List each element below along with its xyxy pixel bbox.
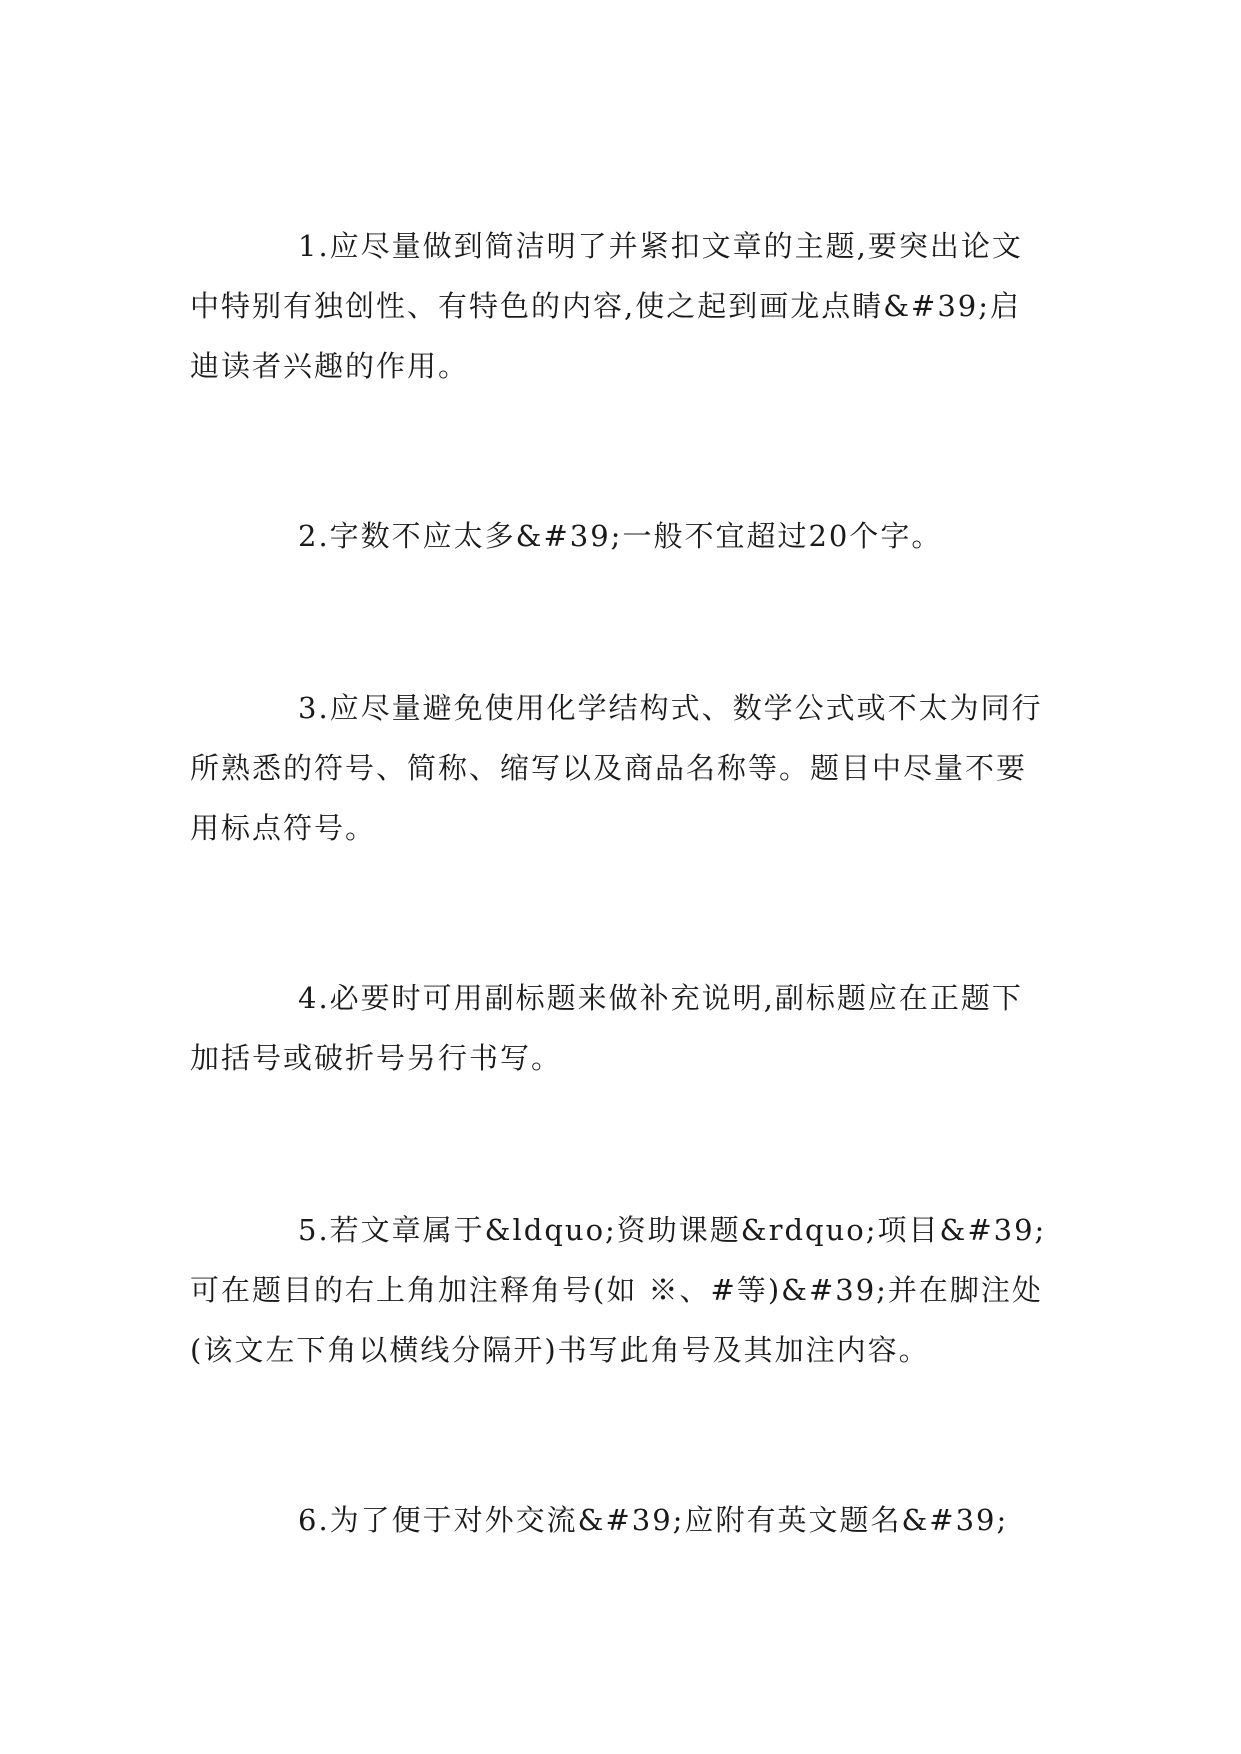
paragraph-4: 4.必要时可用副标题来做补充说明,副标题应在正题下加括号或破折号另行书写。	[190, 981, 1023, 1075]
paragraph-5: 5.若文章属于&ldquo;资助课题&rdquo;项目&#39;可在题目的右上角加注释角号(如 ※、#等)&#39;并在脚注处(该文左下角以横线分隔开)书写此角号及其加注内容。	[190, 1213, 1047, 1367]
paragraph-3: 3.应尽量避免使用化学结构式、数学公式或不太为同行所熟悉的符号、简称、缩写以及商品名称等。题目中尽量不要用标点符号。	[190, 691, 1043, 845]
paragraph-1: 1.应尽量做到简洁明了并紧扣文章的主题,要突出论文中特别有独创性、有特色的内容,使之起到画龙点睛&#39;启迪读者兴趣的作用。	[190, 229, 1023, 383]
paragraph-6: 6.为了便于对外交流&#39;应附有英文题名&#39;	[298, 1503, 1009, 1537]
paragraph-2: 2.字数不应太多&#39;一般不宜超过20个字。	[298, 519, 943, 553]
